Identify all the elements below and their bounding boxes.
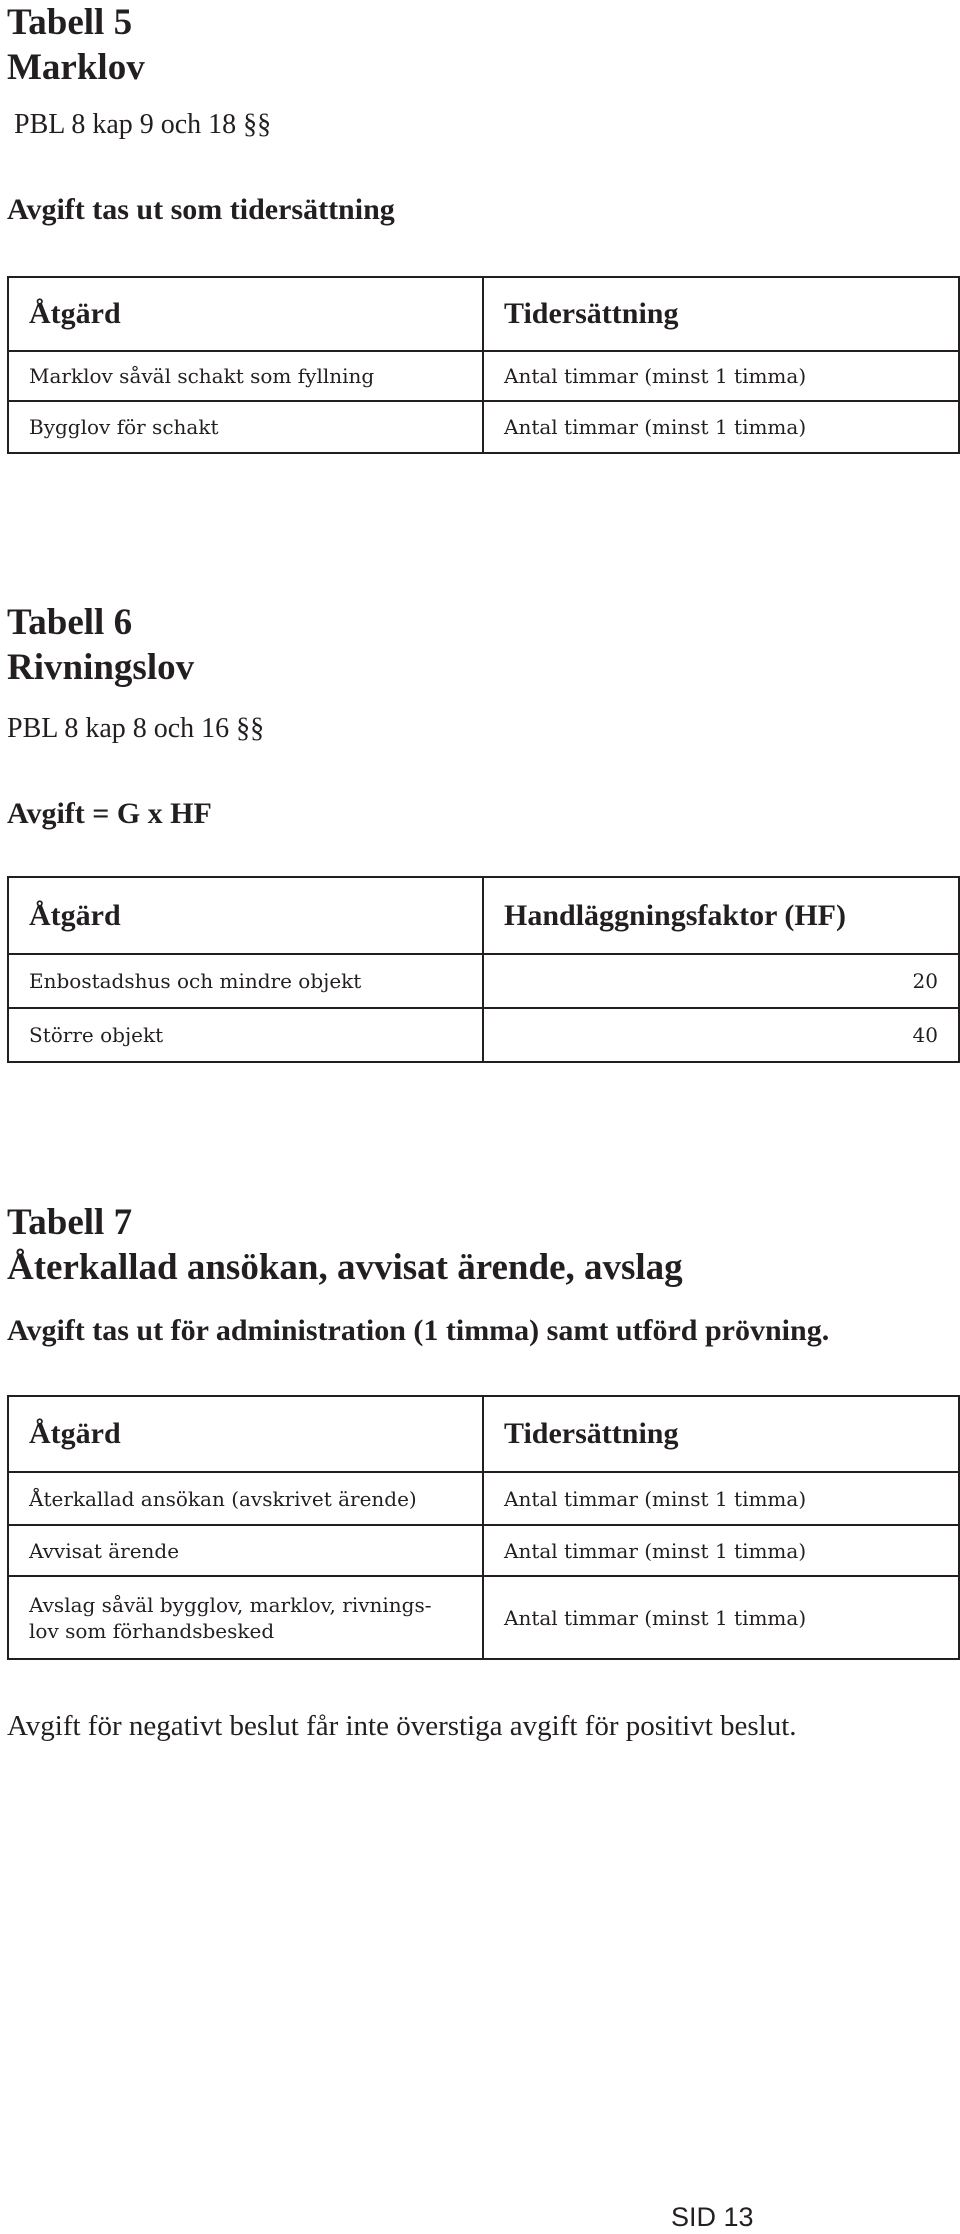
tabell7-subtitle: Återkallad ansökan, avvisat ärende, avslag [7, 1247, 683, 1288]
table-cell: Bygglov för schakt [8, 401, 483, 453]
cell-line: lov som förhandsbesked [29, 1618, 275, 1643]
tabell5-table [7, 276, 960, 454]
column-header: Handläggningsfaktor (HF) [483, 877, 959, 954]
page-number: SID 13 [671, 2202, 754, 2232]
tabell5-fee-rule: Avgift tas ut som tidersättning [7, 193, 395, 226]
tabell5-title: Tabell 5 [7, 2, 133, 43]
column-header: Åtgärd [8, 1396, 483, 1472]
table-cell: Antal timmar (minst 1 timma) [483, 401, 959, 453]
table-row [8, 1525, 959, 1576]
table-cell: Avvisat ärende [8, 1525, 483, 1576]
column-header: Åtgärd [8, 277, 483, 351]
table-row [8, 1008, 959, 1062]
table-row [8, 351, 959, 401]
table-row [8, 1472, 959, 1525]
column-header: Tidersättning [483, 277, 959, 351]
column-header: Åtgärd [8, 877, 483, 954]
table-row [8, 954, 959, 1008]
table-row [8, 1576, 959, 1659]
tabell6-subtitle: Rivningslov [7, 647, 195, 688]
tabell7-fee-rule: Avgift tas ut för administration (1 timma) samt utförd prövning. [7, 1314, 830, 1347]
table-cell: Återkallad ansökan (avskrivet ärende) [8, 1472, 483, 1525]
table-cell: Antal timmar (minst 1 timma) [483, 1472, 959, 1525]
table-cell: Antal timmar (minst 1 timma) [483, 1576, 959, 1659]
tabell7-title: Tabell 7 [7, 1202, 133, 1243]
table-header-row [8, 877, 959, 954]
table-cell: Enbostadshus och mindre objekt [8, 954, 483, 1008]
table-cell: Antal timmar (minst 1 timma) [483, 351, 959, 401]
table-cell: Större objekt [8, 1008, 483, 1062]
table-cell: 20 [483, 954, 959, 1008]
table-header-row [8, 1396, 959, 1472]
table-cell [8, 1576, 483, 1659]
tabell6-fee-rule: Avgift = G x HF [7, 797, 212, 830]
cell-line: Avslag såväl bygglov, marklov, rivnings- [29, 1592, 432, 1617]
table-cell: Marklov såväl schakt som fyllning [8, 351, 483, 401]
table-cell: 40 [483, 1008, 959, 1062]
tabell6-table [7, 876, 960, 1063]
tabell5-pbl-reference: PBL 8 kap 9 och 18 §§ [14, 109, 272, 140]
table-header-row [8, 277, 959, 351]
table-row [8, 401, 959, 453]
footnote: Avgift för negativt beslut får inte överstiga avgift för positivt beslut. [7, 1710, 797, 1742]
column-header: Tidersättning [483, 1396, 959, 1472]
tabell6-pbl-reference: PBL 8 kap 8 och 16 §§ [7, 713, 265, 744]
table-cell: Antal timmar (minst 1 timma) [483, 1525, 959, 1576]
tabell5-subtitle: Marklov [7, 47, 145, 88]
tabell7-table [7, 1395, 960, 1660]
tabell6-title: Tabell 6 [7, 602, 133, 643]
